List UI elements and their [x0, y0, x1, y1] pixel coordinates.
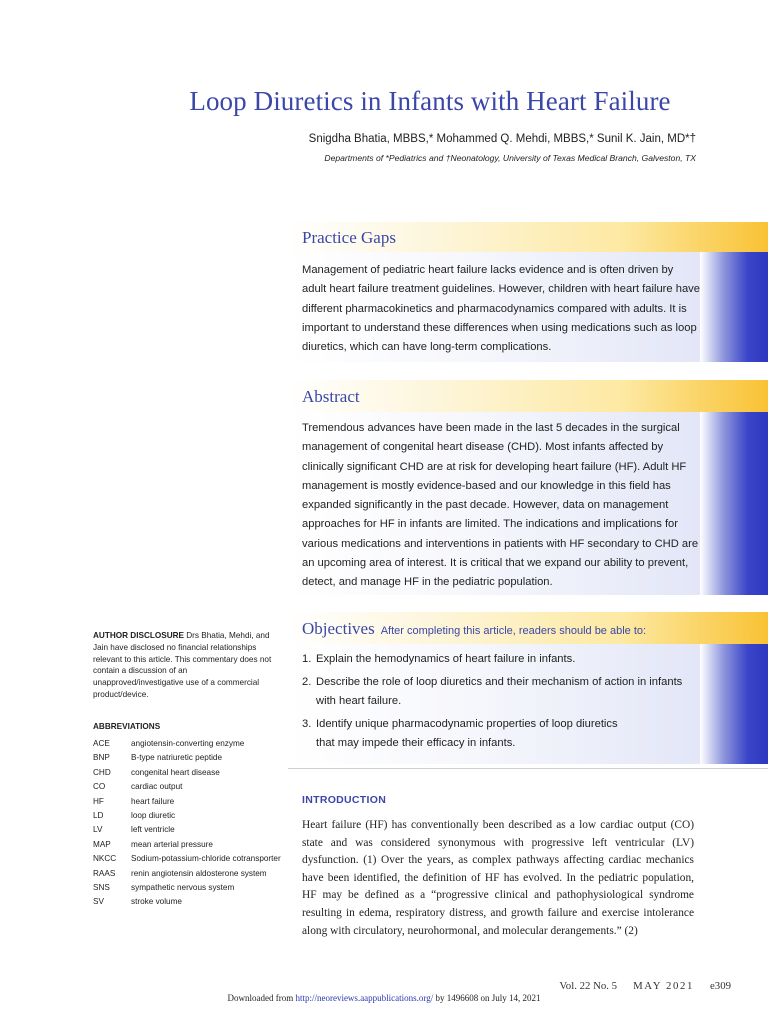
abbreviation-term: ACE	[93, 739, 110, 748]
abbreviation-row	[93, 737, 293, 751]
objective-text: Identify unique pharmacodynamic properties of loop diuretics that may impede their efficacy in infants.	[316, 717, 618, 749]
practice-gaps-heading: Practice Gaps	[302, 228, 396, 247]
download-suffix: by 1496608 on July 14, 2021	[433, 993, 541, 1003]
journal-month: MAY 2021	[633, 980, 694, 992]
journal-url-link[interactable]: http://neoreviews.aappublications.org/	[295, 993, 434, 1003]
objectives-sidebar-bar	[700, 644, 768, 764]
abbreviation-term: NKCC	[93, 854, 117, 864]
objectives-list	[302, 650, 702, 757]
page-number: e309	[710, 980, 731, 992]
download-notice	[0, 993, 768, 1003]
abbreviation-term: CHD	[93, 767, 111, 777]
section-divider	[288, 768, 768, 769]
journal-issue-info	[543, 980, 731, 992]
journal-volume: Vol. 22 No. 5	[559, 980, 618, 992]
objectives-heading: Objectives	[302, 619, 375, 638]
abbreviation-row	[93, 823, 293, 837]
abbreviation-definition: stroke volume	[131, 897, 182, 907]
abbreviation-row	[93, 895, 293, 909]
abbreviation-term: LD	[93, 811, 104, 821]
abbreviation-term: CO	[93, 782, 106, 792]
abbreviation-term: MAP	[93, 839, 111, 849]
abbreviation-term: RAAS	[93, 868, 116, 878]
abbreviations-heading: ABBREVIATIONS	[93, 722, 161, 731]
author-disclosure-text: Drs Bhatia, Mehdi, and Jain have disclosed no financial relationships relevant to this article. This commentary does not contain a discussion of an unapproved/investigative use of a commercial product/device.	[93, 631, 272, 699]
introduction-text: Heart failure (HF) has conventionally been described as a low cardiac output (CO) state and was considered synonymous with progressive left ventricular (LV) dysfunction. (1) Over the years, as complex pathways affecting cardiac mechanics have been identified, the definition of HF has evolved. In the pediatric population, HF may be defined as a “progressive clinical and pathophysiological syndrome resulting in edema, respiratory distress, and growth failure and exercise intolerance along with circulatory, neurohormonal, and molecular derangements.” (2)	[302, 819, 694, 937]
practice-gaps-sidebar-bar	[700, 252, 768, 362]
abbreviation-definition: sympathetic nervous system	[131, 883, 235, 893]
author-list: Snigdha Bhatia, MBBS,* Mohammed Q. Mehdi, MBBS,* Sunil K. Jain, MD*†	[308, 133, 696, 145]
abstract-sidebar-bar	[700, 412, 768, 595]
objective-text: Describe the role of loop diuretics and their mechanism of action in infants with heart failure.	[316, 675, 683, 707]
abbreviation-definition: renin angiotensin aldosterone system	[131, 868, 267, 878]
abbreviation-definition: loop diuretic	[131, 811, 176, 821]
objective-number: 3.	[302, 717, 312, 730]
abbreviation-row	[93, 809, 293, 823]
download-prefix: Downloaded from	[227, 993, 296, 1003]
author-affiliations: Departments of *Pediatrics and †Neonatology, University of Texas Medical Branch, Galveston, TX	[324, 153, 696, 163]
objective-number: 2.	[302, 675, 312, 688]
objective-item	[302, 650, 702, 670]
abbreviation-definition: angiotensin-converting enzyme	[131, 739, 245, 748]
objectives-heading-row	[302, 619, 646, 639]
objective-item	[302, 673, 702, 712]
abbreviation-term: LV	[93, 825, 103, 835]
abbreviation-definition: cardiac output	[131, 782, 183, 792]
abbreviation-row	[93, 795, 293, 809]
abbreviation-definition: B-type natriuretic peptide	[131, 753, 223, 763]
abstract-header-band	[288, 380, 768, 412]
abbreviation-row	[93, 867, 293, 881]
abbreviation-row	[93, 881, 293, 895]
abbreviation-term: HF	[93, 796, 104, 806]
abbreviation-definition: mean arterial pressure	[131, 839, 213, 849]
abbreviation-term: SNS	[93, 883, 110, 893]
objective-item	[302, 715, 702, 754]
abbreviation-definition: Sodium-potassium-chloride cotransporter	[131, 854, 281, 864]
abbreviation-row	[93, 852, 293, 866]
abbreviation-row	[93, 780, 293, 794]
abbreviation-row	[93, 838, 293, 852]
abbreviation-row	[93, 751, 293, 765]
abstract-heading: Abstract	[302, 387, 360, 406]
introduction-heading: INTRODUCTION	[302, 794, 387, 806]
abbreviation-definition: heart failure	[131, 796, 175, 806]
abbreviation-row	[93, 766, 293, 780]
practice-gaps-text: Management of pediatric heart failure lacks evidence and is often driven by adult heart failure treatment guidelines. However, children with heart failure have different pharmacokinetics and pharmacodynamics compared with adults. It is important to understand these differences when using medications such as loop diuretics, which can have long-term complications.	[302, 264, 700, 354]
abbreviation-definition: left ventricle	[131, 825, 175, 835]
abbreviation-definition: congenital heart disease	[131, 767, 220, 777]
objectives-subheading: After completing this article, readers should be able to:	[380, 625, 647, 637]
objective-text: Explain the hemodynamics of heart failure in infants.	[316, 653, 576, 665]
objective-number: 1.	[302, 653, 312, 665]
article-title: Loop Diuretics in Infants with Heart Failure	[189, 86, 671, 116]
abstract-text: Tremendous advances have been made in the last 5 decades in the surgical management of congenital heart disease (CHD). Most infants affected by clinically significant CHD are at risk for developing heart failure (HF). Adult HF management is mostly evidence-based and our knowledge in this field has expanded significantly in the past decade. However, data on management approaches for HF in infants are limited. The indications and implications for various medications and interventions in patients with HF secondary to CHD are an upcoming area of interest. It is critical that we expand our ability to prevent, detect, and manage HF in the pediatric population.	[302, 422, 699, 589]
author-disclosure-label: AUTHOR DISCLOSURE	[93, 631, 184, 640]
abbreviation-term: BNP	[93, 753, 110, 763]
abbreviations-table	[93, 737, 293, 910]
author-disclosure	[93, 630, 273, 701]
abbreviation-term: SV	[93, 897, 104, 907]
